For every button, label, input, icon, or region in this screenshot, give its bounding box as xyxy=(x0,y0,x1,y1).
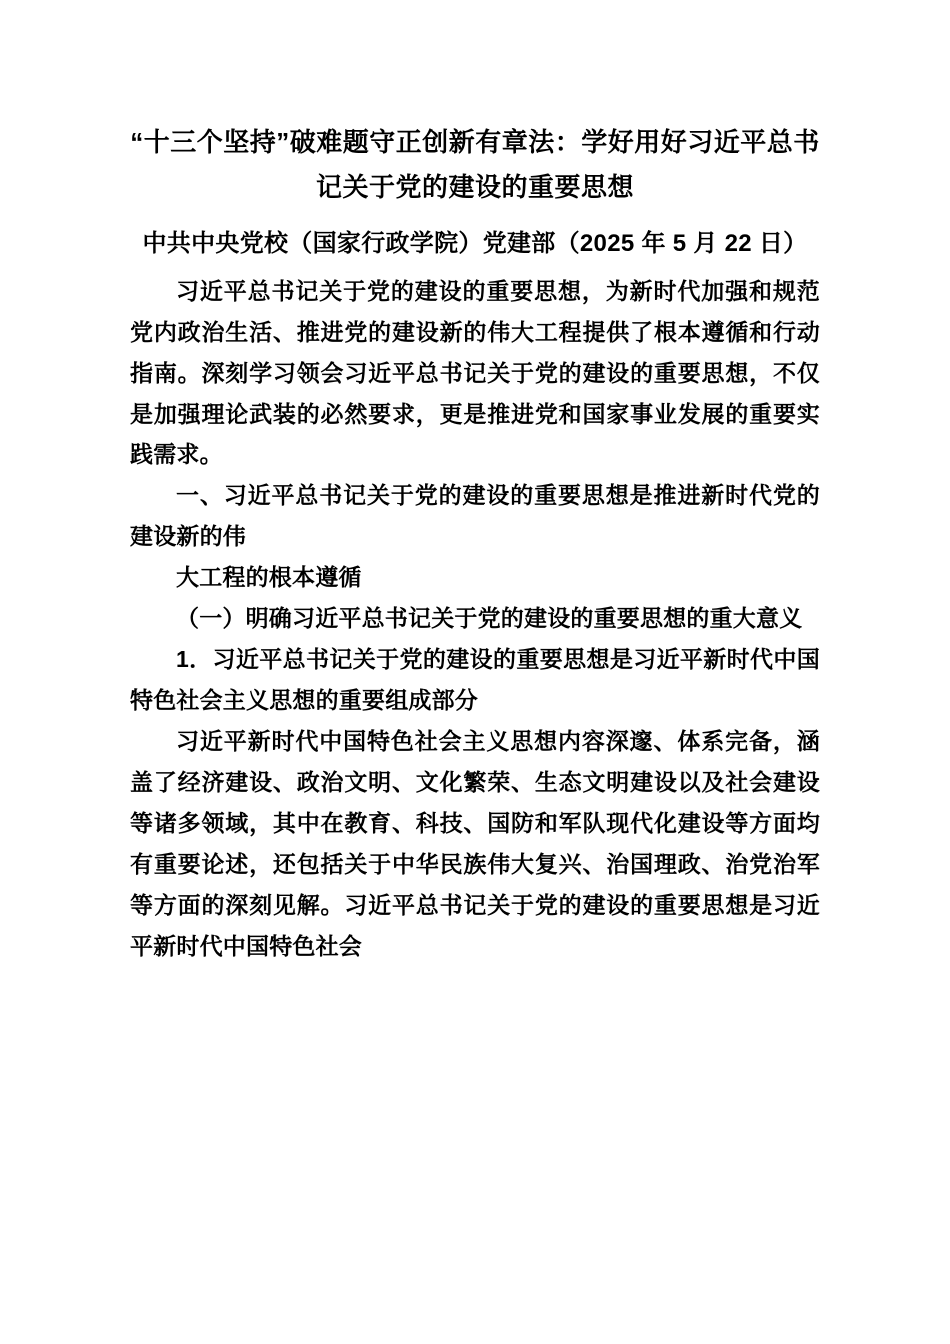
page-title: “十三个坚持”破难题守正创新有章法：学好用好习近平总书记关于党的建设的重要思想 xyxy=(130,127,820,202)
body-paragraph: 习近平新时代中国特色社会主义思想内容深邃、体系完备，涵盖了经济建设、政治文明、文化繁荣、生态文明建设以及社会建设等诸多领域，其中在教育、科技、国防和军队现代化建设等方面均有重要论述，还包括关于中华民族伟大复兴、治国理政、治党治军等方面的深刻见解。习近平总书记关于党的建设的重要思想是习近平新时代中国特色社会 xyxy=(130,728,820,959)
body-paragraph: 1．习近平总书记关于党的建设的重要思想是习近平新时代中国特色社会主义思想的重要组成部分 xyxy=(130,646,820,714)
body-paragraph: 大工程的根本遵循 xyxy=(176,564,362,591)
body-paragraph: 一、习近平总书记关于党的建设的重要思想是推进新时代党的建设新的伟 xyxy=(130,482,820,550)
body-paragraph: （一）明确习近平总书记关于党的建设的重要思想的重大意义 xyxy=(176,605,803,632)
document-subtitle: 中共中央党校（国家行政学院）党建部（2025 年 5 月 22 日） xyxy=(142,230,808,258)
body-paragraph: 习近平总书记关于党的建设的重要思想，为新时代加强和规范党内政治生活、推进党的建设新的伟大工程提供了根本遵循和行动指南。深刻学习领会习近平总书记关于党的建设的重要思想，不仅是加强理论武装的必然要求，更是推进党和国家事业发展的重要实践需求。 xyxy=(130,277,820,468)
